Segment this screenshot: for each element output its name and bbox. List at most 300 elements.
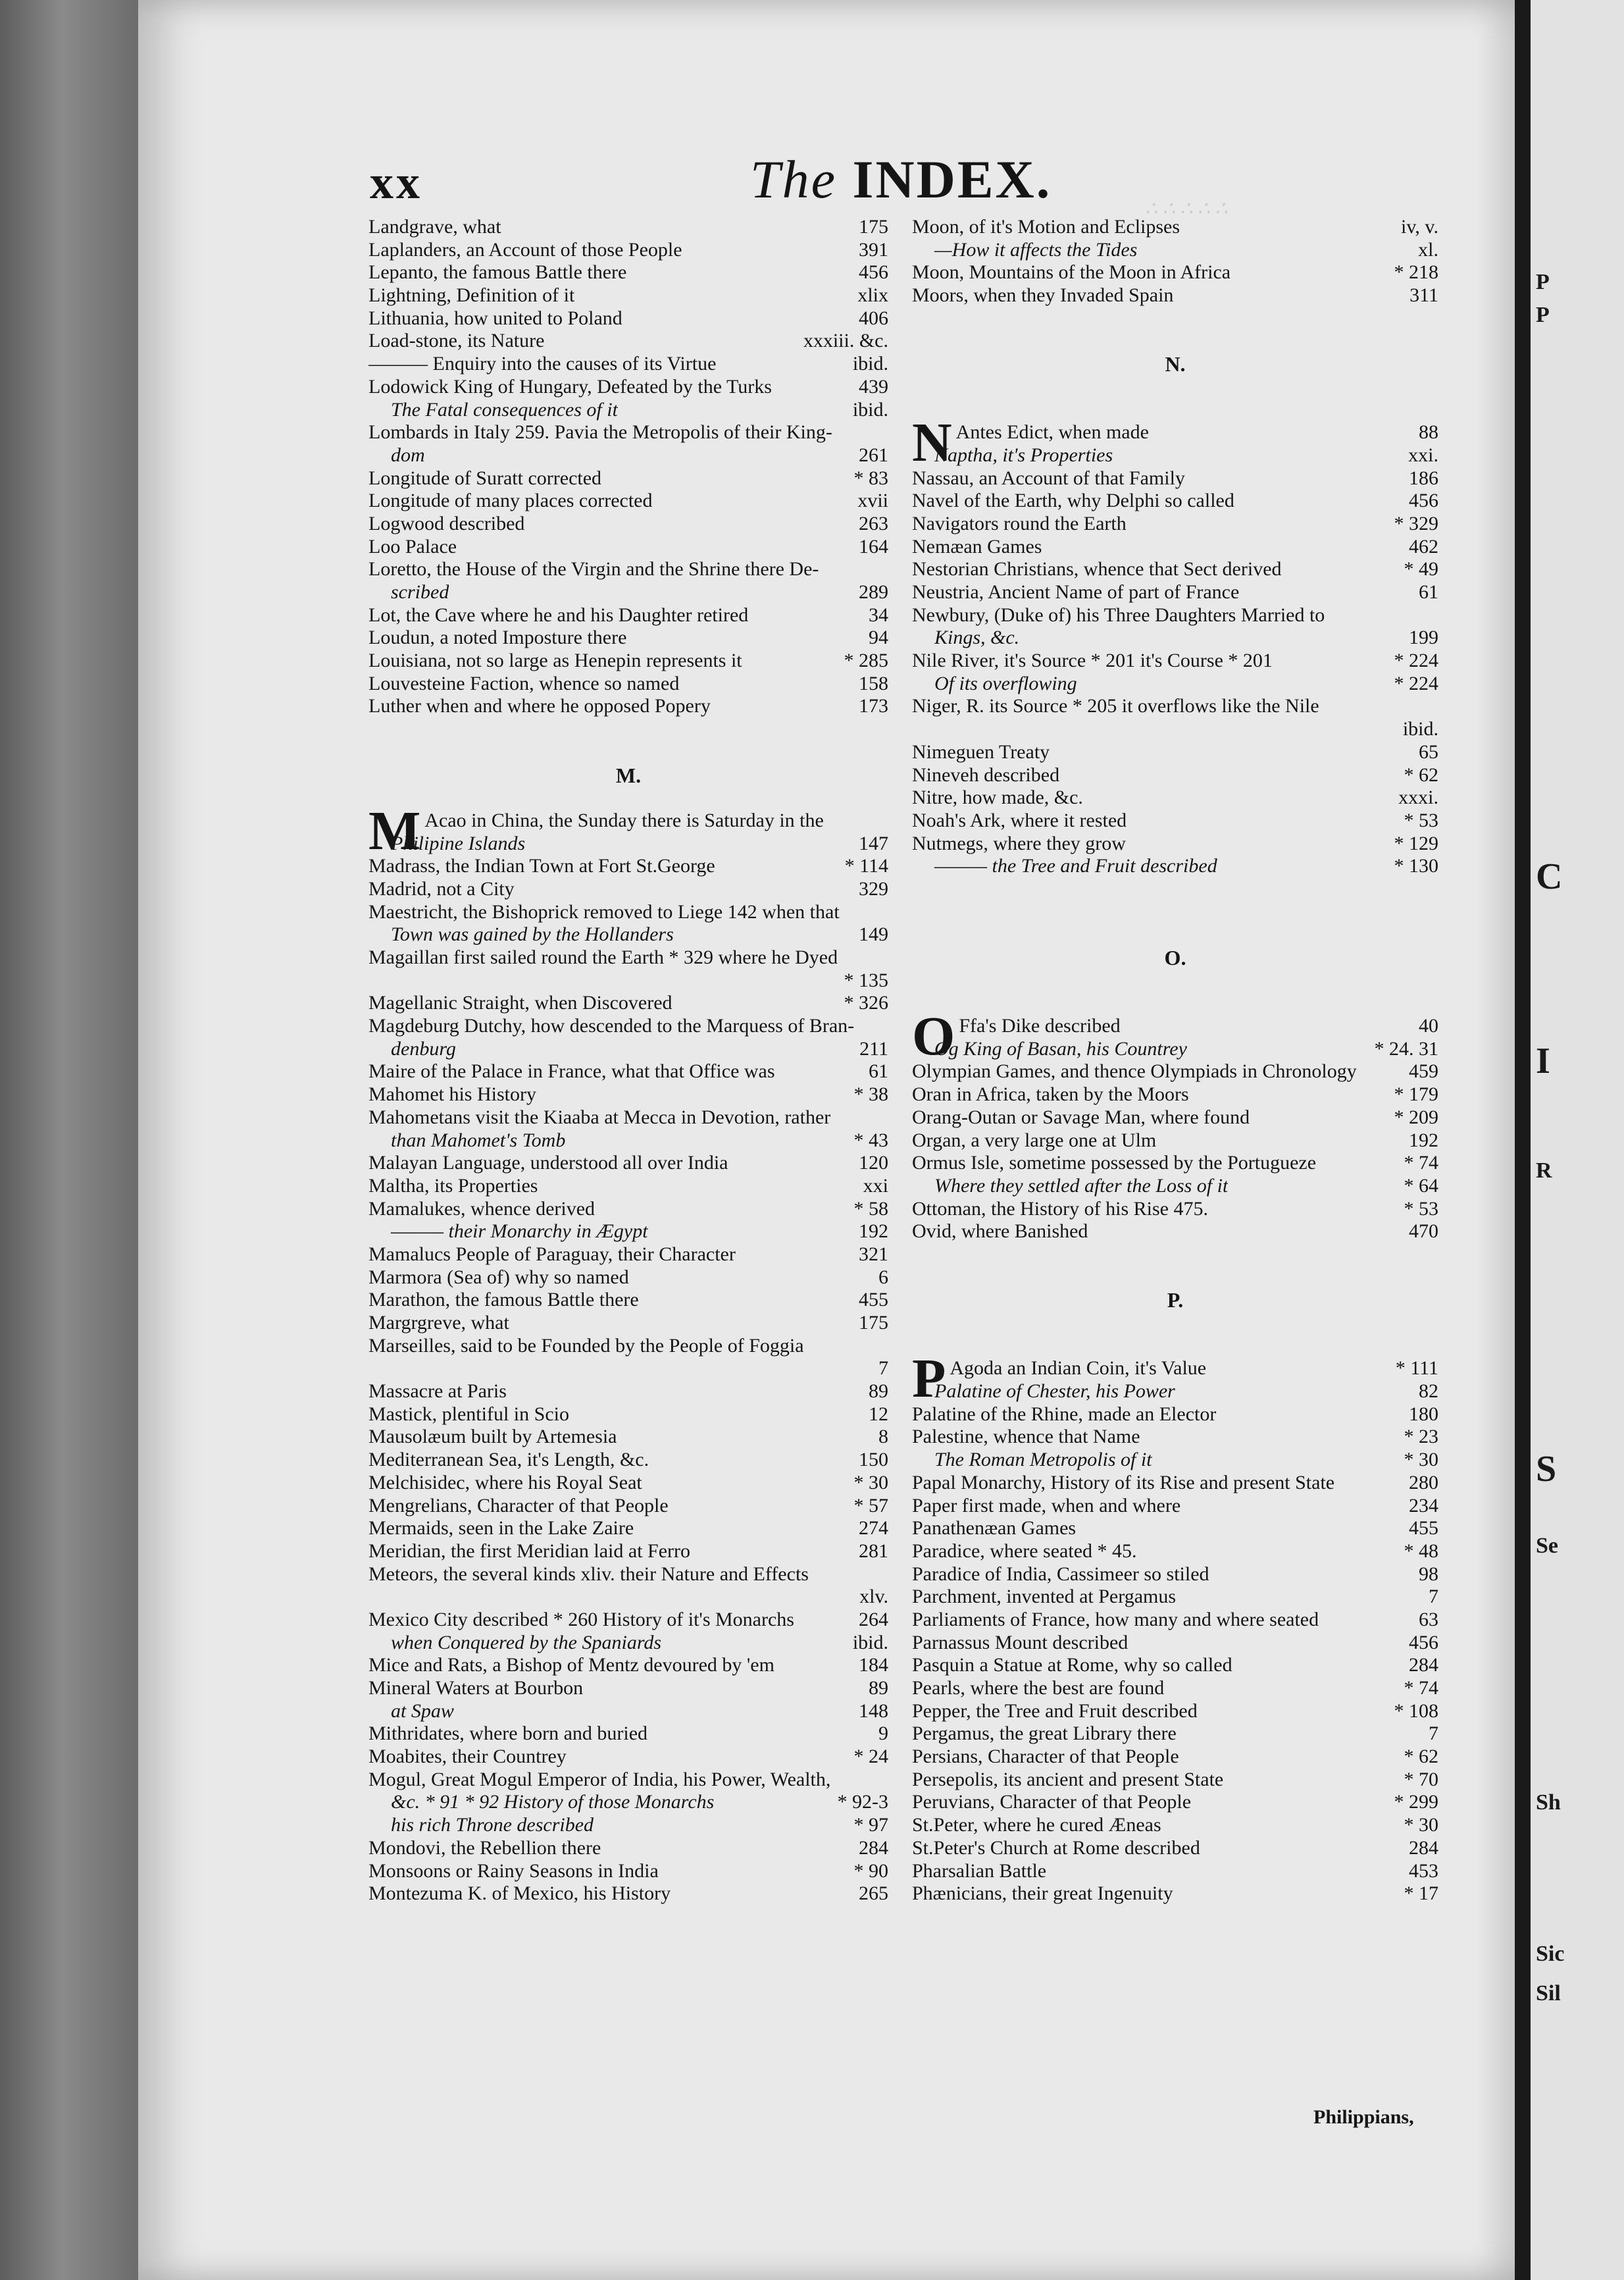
page-reference: 470 xyxy=(1409,1220,1438,1243)
page-reference: 284 xyxy=(1409,1654,1438,1676)
index-entry xyxy=(368,1083,888,1106)
index-entry xyxy=(368,536,888,559)
page-reference: 175 xyxy=(859,216,888,238)
page-reference: 186 xyxy=(1409,467,1438,489)
entry-text: Margrgreve, what xyxy=(368,1312,509,1334)
index-entry xyxy=(912,1837,1438,1860)
spacer xyxy=(912,878,1438,901)
index-entry xyxy=(912,1563,1438,1586)
entry-text: Moon, of it's Motion and Eclipses xyxy=(912,216,1180,238)
entry-text: —How it affects the Tides xyxy=(934,238,1138,261)
page-reference: * 17 xyxy=(1404,1882,1438,1905)
page-reference: 61 xyxy=(869,1060,888,1083)
entry-text: Melchisidec, where his Royal Seat xyxy=(368,1471,642,1493)
page-reference: 455 xyxy=(859,1289,888,1311)
index-entry xyxy=(368,1517,888,1540)
index-entry xyxy=(368,261,888,284)
facing-page-fragment: Se xyxy=(1536,1534,1558,1558)
entry-text: Parnassus Mount described xyxy=(912,1631,1129,1653)
page-reference: * 135 xyxy=(844,969,888,991)
index-entry xyxy=(368,239,888,262)
entry-text: Massacre at Paris xyxy=(368,1380,507,1403)
entry-text: Maestricht, the Bishoprick removed to Liege 142 when that xyxy=(368,900,840,923)
entry-text: Mithridates, where born and buried xyxy=(368,1723,648,1745)
entry-text: his rich Throne described xyxy=(391,1814,594,1836)
entry-text: Palatine of Chester, his Power xyxy=(934,1380,1175,1403)
page-reference: 150 xyxy=(859,1449,888,1471)
page-reference: * 49 xyxy=(1404,558,1438,581)
page-reference: ibid. xyxy=(852,1631,888,1653)
page-reference: 63 xyxy=(1419,1608,1438,1630)
entry-text: Persepolis, its ancient and present State xyxy=(912,1768,1224,1790)
page-reference: 88 xyxy=(1419,421,1438,444)
index-entry xyxy=(368,1403,888,1426)
page-reference: 180 xyxy=(1409,1403,1438,1425)
index-entry xyxy=(368,627,888,650)
spacer xyxy=(912,970,1438,993)
entry-text: Mahomet his History xyxy=(368,1083,536,1106)
index-entry xyxy=(912,1700,1438,1723)
page-reference: 284 xyxy=(859,1836,888,1859)
index-entry xyxy=(368,307,888,330)
index-entry xyxy=(368,1882,888,1905)
page-reference: * 114 xyxy=(844,855,888,877)
entry-text: Lombards in Italy 259. Pavia the Metropolis of their King- xyxy=(368,421,832,444)
page-reference: 456 xyxy=(859,261,888,284)
entry-text: Newbury, (Duke of) his Three Daughters Married to xyxy=(912,604,1325,626)
index-entry xyxy=(912,490,1438,513)
page-reference: * 299 xyxy=(1394,1791,1438,1813)
entry-text: Loo Palace xyxy=(368,535,457,557)
page-reference: 192 xyxy=(859,1220,888,1243)
page-reference: 8 xyxy=(878,1426,888,1448)
page-reference: 89 xyxy=(869,1677,888,1699)
page-reference: 98 xyxy=(1419,1563,1438,1585)
page-reference: 120 xyxy=(859,1152,888,1174)
page-reference: 281 xyxy=(859,1540,888,1562)
page-reference: 34 xyxy=(869,604,888,626)
entry-text: Town was gained by the Hollanders xyxy=(391,923,674,946)
entry-text: Longitude of Suratt corrected xyxy=(368,467,602,489)
index-entry xyxy=(368,1746,888,1769)
facing-page-fragment: Sh xyxy=(1536,1790,1561,1815)
spacer xyxy=(912,1335,1438,1358)
page-reference: 439 xyxy=(859,375,888,398)
index-entry xyxy=(368,695,888,718)
entry-text: Mermaids, seen in the Lake Zaire xyxy=(368,1517,634,1540)
entry-text: Organ, a very large one at Ulm xyxy=(912,1129,1157,1151)
spacer xyxy=(912,1266,1438,1289)
entry-text: Noah's Ark, where it rested xyxy=(912,809,1127,831)
index-entry xyxy=(912,1426,1438,1449)
drop-capital: P xyxy=(912,1357,946,1400)
index-entry xyxy=(912,1517,1438,1540)
spacer xyxy=(368,741,888,764)
index-entry xyxy=(368,284,888,307)
spacer xyxy=(912,307,1438,330)
index-entry xyxy=(368,1426,888,1449)
page-reference: xlv. xyxy=(859,1586,888,1608)
entry-text: Parliaments of France, how many and where seated xyxy=(912,1608,1319,1630)
entry-text: scribed xyxy=(391,581,449,603)
page-reference: 284 xyxy=(1409,1836,1438,1859)
page-reference: 158 xyxy=(859,672,888,694)
entry-text: Louvesteine Faction, whence so named xyxy=(368,672,680,694)
page-reference: 94 xyxy=(869,627,888,649)
entry-text: than Mahomet's Tomb xyxy=(391,1129,566,1151)
index-entry xyxy=(368,992,888,1015)
index-entry xyxy=(368,444,888,467)
entry-text: Loudun, a noted Imposture there xyxy=(368,627,627,649)
index-entry xyxy=(368,1769,888,1792)
index-entry xyxy=(912,536,1438,559)
page-reference: * 30 xyxy=(1404,1449,1438,1471)
section-letter-heading: P. xyxy=(1167,1288,1184,1312)
page-reference: * 23 xyxy=(1404,1426,1438,1448)
spacer xyxy=(912,399,1438,422)
page-reference: * 209 xyxy=(1394,1106,1438,1128)
index-entry xyxy=(368,1175,888,1198)
index-entry xyxy=(912,1175,1438,1198)
page-reference: 7 xyxy=(878,1357,888,1380)
index-entry xyxy=(368,1266,888,1289)
entry-text: The Fatal consequences of it xyxy=(391,398,618,421)
entry-text: Nemæan Games xyxy=(912,535,1042,557)
index-entry xyxy=(912,764,1438,787)
entry-text: ——— Enquiry into the causes of its Virtue xyxy=(368,353,717,375)
index-entry xyxy=(912,1106,1438,1129)
index-entry xyxy=(912,513,1438,536)
index-entry xyxy=(368,1472,888,1495)
entry-text: Laplanders, an Account of those People xyxy=(368,238,682,261)
page-reference: 453 xyxy=(1409,1859,1438,1882)
index-entry xyxy=(912,1403,1438,1426)
page-reference: * 62 xyxy=(1404,764,1438,786)
page-reference: 274 xyxy=(859,1517,888,1540)
spacer xyxy=(912,901,1438,924)
book-gutter xyxy=(1515,0,1531,2280)
drop-capital: O xyxy=(912,1015,955,1058)
index-entry xyxy=(368,1060,888,1083)
facing-page-fragment: S xyxy=(1536,1449,1557,1490)
title-main: INDEX. xyxy=(852,149,1052,209)
page-reference: 280 xyxy=(1409,1471,1438,1493)
entry-text: Of its overflowing xyxy=(934,672,1077,694)
entry-text: Lodowick King of Hungary, Defeated by the Turks xyxy=(368,375,772,398)
index-entry xyxy=(368,1791,888,1814)
index-entry xyxy=(368,946,888,970)
drop-capital: M xyxy=(368,809,421,852)
index-entry xyxy=(912,1882,1438,1905)
page-reference: * 92-3 xyxy=(837,1791,888,1813)
page-reference: 147 xyxy=(859,832,888,854)
entry-text xyxy=(368,810,824,852)
index-entry xyxy=(912,1769,1438,1792)
page-reference: 264 xyxy=(859,1608,888,1630)
spacer xyxy=(912,376,1438,399)
spacer xyxy=(912,1312,1438,1335)
entry-text: Mastick, plentiful in Scio xyxy=(368,1403,569,1425)
running-title xyxy=(750,149,1052,211)
page-reference: xxxi. xyxy=(1398,787,1438,809)
page-reference: 175 xyxy=(859,1312,888,1334)
entry-text: Og King of Basan, his Countrey xyxy=(934,1037,1187,1060)
page-reference: 173 xyxy=(859,695,888,717)
page-reference: * 326 xyxy=(844,992,888,1014)
entry-text: Moabites, their Countrey xyxy=(368,1746,567,1768)
page-reference: ibid. xyxy=(852,398,888,421)
index-entry xyxy=(912,1129,1438,1153)
index-entry xyxy=(912,1609,1438,1632)
entry-text: Peruvians, Character of that People xyxy=(912,1791,1192,1813)
index-entry xyxy=(368,1357,888,1380)
entry-text: Panathenæan Games xyxy=(912,1517,1077,1540)
index-entry xyxy=(368,1814,888,1837)
entry-text: Madrid, not a City xyxy=(368,877,515,900)
entry-text: Mahometans visit the Kiaaba at Mecca in Devotion, rather xyxy=(368,1106,831,1128)
index-entry xyxy=(912,787,1438,810)
entry-text: Philipine Islands xyxy=(391,832,526,854)
index-entry xyxy=(912,581,1438,604)
entry-text: Ovid, where Banished xyxy=(912,1220,1088,1243)
page-reference: ibid. xyxy=(852,353,888,375)
entry-text: Mexico City described * 260 History of it's Monarchs xyxy=(368,1608,794,1630)
page-reference: xxi. xyxy=(1408,444,1438,466)
page-reference: xxi xyxy=(863,1174,888,1197)
index-entry xyxy=(912,216,1438,239)
page-reference: 329 xyxy=(859,877,888,900)
entry-text: Lithuania, how united to Poland xyxy=(368,307,622,329)
page-reference: 184 xyxy=(859,1654,888,1676)
entry-text: when Conquered by the Spaniards xyxy=(391,1631,662,1653)
book-left-edge xyxy=(0,0,138,2280)
index-entry xyxy=(368,1449,888,1472)
page-reference: 455 xyxy=(1409,1517,1438,1540)
section-letter-heading: M. xyxy=(615,763,642,787)
entry-text: Load-stone, its Nature xyxy=(368,330,545,352)
page-reference: 311 xyxy=(1409,284,1438,307)
index-entry xyxy=(368,467,888,490)
entry-text: Nimeguen Treaty xyxy=(912,740,1050,763)
page-reference: * 30 xyxy=(1404,1814,1438,1836)
page-reference: ibid. xyxy=(1402,718,1438,740)
index-entry xyxy=(368,1609,888,1632)
entry-text-rest: Antes Edict, when made xyxy=(955,421,1149,444)
index-entry xyxy=(912,1791,1438,1814)
index-entry xyxy=(368,901,888,924)
page-reference: * 129 xyxy=(1394,832,1438,854)
entry-text: ——— their Monarchy in Ægypt xyxy=(391,1220,648,1243)
index-entry xyxy=(912,1746,1438,1769)
page-reference: 7 xyxy=(1429,1586,1438,1608)
page-reference: 65 xyxy=(1419,740,1438,763)
index-entry xyxy=(912,650,1438,673)
entry-text: Mice and Rats, a Bishop of Mentz devoured by 'em xyxy=(368,1654,774,1676)
page-reference: 211 xyxy=(859,1037,888,1060)
index-entry xyxy=(368,1700,888,1723)
entry-text: St.Peter's Church at Rome described xyxy=(912,1836,1200,1859)
entry-text: Naptha, it's Properties xyxy=(934,444,1113,466)
entry-text: Meteors, the several kinds xliv. their Nature and Effects xyxy=(368,1563,809,1585)
entry-text-rest: Acao in China, the Sunday there is Saturday in the xyxy=(424,809,824,831)
entry-text: Nutmegs, where they grow xyxy=(912,832,1126,854)
page-reference: * 70 xyxy=(1404,1768,1438,1790)
spacer xyxy=(912,923,1438,946)
entry-text: Pearls, where the best are found xyxy=(912,1677,1165,1699)
page-reference: * 74 xyxy=(1404,1677,1438,1699)
entry-text: Landgrave, what xyxy=(368,216,501,238)
index-entry xyxy=(912,1814,1438,1837)
page-reference: 12 xyxy=(869,1403,888,1425)
entry-text: Palatine of the Rhine, made an Elector xyxy=(912,1403,1217,1425)
entry-text: Nassau, an Account of that Family xyxy=(912,467,1185,489)
entry-text: Ottoman, the History of his Rise 475. xyxy=(912,1197,1208,1220)
page-reference: 9 xyxy=(878,1723,888,1745)
facing-page-fragment: P xyxy=(1536,303,1550,327)
index-entry xyxy=(368,673,888,696)
entry-text: Magaillan first sailed round the Earth * 329 where he Dyed xyxy=(368,946,838,968)
entry-text: Pepper, the Tree and Fruit described xyxy=(912,1699,1198,1722)
facing-page-fragment: P xyxy=(1536,270,1550,294)
page-reference: 391 xyxy=(859,238,888,261)
page-reference: 261 xyxy=(859,444,888,466)
entry-text: Pergamus, the great Library there xyxy=(912,1723,1177,1745)
index-entry xyxy=(368,1198,888,1221)
entry-text: Olympian Games, and thence Olympiads in Chronology xyxy=(912,1060,1357,1083)
index-entry xyxy=(912,1198,1438,1221)
bleed-through-text: ∴ ∴ ∴ ∴ ∴ xyxy=(1145,198,1228,220)
page-reference: 61 xyxy=(1419,581,1438,603)
index-entry xyxy=(368,1312,888,1335)
page-reference: 289 xyxy=(859,581,888,603)
entry-text: Paradice of India, Cassimeer so stiled xyxy=(912,1563,1209,1585)
index-entry xyxy=(368,1677,888,1700)
entry-text: Mamalucs People of Paraguay, their Character xyxy=(368,1243,736,1265)
facing-page-fragment: I xyxy=(1536,1041,1550,1081)
page-reference: * 224 xyxy=(1394,672,1438,694)
index-entry xyxy=(368,1540,888,1563)
spacer xyxy=(368,787,888,810)
page-reference: xl. xyxy=(1418,238,1438,261)
entry-text: Nile River, it's Source * 201 it's Course * 201 xyxy=(912,650,1273,672)
index-entry xyxy=(368,1335,888,1358)
page-reference: * 224 xyxy=(1394,650,1438,672)
index-entry xyxy=(368,1837,888,1860)
index-entry xyxy=(912,1495,1438,1518)
spacer xyxy=(912,992,1438,1015)
page-number: xx xyxy=(370,156,422,209)
page-reference: * 329 xyxy=(1394,512,1438,534)
page-reference: 192 xyxy=(1409,1129,1438,1151)
page-reference: * 53 xyxy=(1404,809,1438,831)
entry-text: Ormus Isle, sometime possessed by the Portugueze xyxy=(912,1152,1317,1174)
index-entry xyxy=(368,1129,888,1153)
page-reference: * 90 xyxy=(853,1859,888,1882)
spacer xyxy=(912,330,1438,353)
index-entry xyxy=(912,1632,1438,1655)
index-entry xyxy=(912,1860,1438,1883)
facing-page-fragment: R xyxy=(1536,1158,1552,1183)
entry-text: Longitude of many places corrected xyxy=(368,490,653,512)
index-entry xyxy=(368,1860,888,1883)
index-entry xyxy=(368,878,888,901)
entry-text: Maltha, its Properties xyxy=(368,1174,538,1197)
entry-text: Montezuma K. of Mexico, his History xyxy=(368,1882,671,1905)
entry-text: Nitre, how made, &c. xyxy=(912,787,1083,809)
index-entry xyxy=(912,673,1438,696)
index-column-left xyxy=(368,216,888,1905)
page-reference: 459 xyxy=(1409,1060,1438,1083)
index-entry xyxy=(368,513,888,536)
page-reference: * 38 xyxy=(853,1083,888,1106)
index-entry xyxy=(912,1152,1438,1175)
page-reference: * 74 xyxy=(1404,1152,1438,1174)
index-entry xyxy=(368,581,888,604)
index-entry xyxy=(368,1563,888,1586)
entry-text: Loretto, the House of the Virgin and the Shrine there De- xyxy=(368,558,819,581)
index-entry xyxy=(912,810,1438,833)
index-entry xyxy=(912,695,1438,718)
index-entry xyxy=(368,1723,888,1746)
entry-text: denburg xyxy=(391,1037,456,1060)
index-entry xyxy=(368,490,888,513)
page-reference: * 62 xyxy=(1404,1746,1438,1768)
index-column-right xyxy=(912,216,1438,1905)
entry-text: ——— the Tree and Fruit described xyxy=(934,855,1217,877)
entry-text: Marseilles, said to be Founded by the People of Foggia xyxy=(368,1334,804,1357)
index-entry xyxy=(368,1654,888,1677)
page-reference: * 53 xyxy=(1404,1197,1438,1220)
drop-capital: N xyxy=(912,421,952,464)
entry-text: Kings, &c. xyxy=(934,627,1020,649)
catchword: Philippians, xyxy=(1313,2106,1414,2128)
page-reference: * 108 xyxy=(1394,1699,1438,1722)
index-entry xyxy=(912,1472,1438,1495)
index-entry xyxy=(368,1586,888,1609)
index-entry xyxy=(368,1632,888,1655)
entry-text: Magellanic Straight, when Discovered xyxy=(368,992,672,1014)
index-entry xyxy=(912,604,1438,627)
entry-text-rest: Ffa's Dike described xyxy=(959,1015,1121,1037)
page-reference: xvii xyxy=(857,490,888,512)
entry-text: Mondovi, the Rebellion there xyxy=(368,1836,601,1859)
entry-text: Monsoons or Rainy Seasons in India xyxy=(368,1859,659,1882)
page-reference: * 97 xyxy=(853,1814,888,1836)
entry-text: Nineveh described xyxy=(912,764,1060,786)
index-entry xyxy=(912,1586,1438,1609)
facing-page-fragment: C xyxy=(1536,856,1563,897)
page-reference: 164 xyxy=(859,535,888,557)
index-entry xyxy=(368,970,888,993)
entry-text: Lepanto, the famous Battle there xyxy=(368,261,627,284)
page-reference: * 48 xyxy=(1404,1540,1438,1562)
entry-text: Moon, Mountains of the Moon in Africa xyxy=(912,261,1231,284)
page-reference: 462 xyxy=(1409,535,1438,557)
entry-text: Mengrelians, Character of that People xyxy=(368,1494,669,1516)
page-reference: * 24. 31 xyxy=(1374,1037,1438,1060)
index-entry xyxy=(912,1723,1438,1746)
entry-text: Parchment, invented at Pergamus xyxy=(912,1586,1177,1608)
page-reference: * 218 xyxy=(1394,261,1438,284)
entry-text: Malayan Language, understood all over India xyxy=(368,1152,728,1174)
index-entry xyxy=(368,1152,888,1175)
spacer xyxy=(912,1243,1438,1266)
section-letter-heading: N. xyxy=(1165,352,1186,376)
page-reference: * 285 xyxy=(844,650,888,672)
entry-text: Palestine, whence that Name xyxy=(912,1426,1140,1448)
entry-text: Pasquin a Statue at Rome, why so called xyxy=(912,1654,1232,1676)
page-reference: 265 xyxy=(859,1882,888,1905)
